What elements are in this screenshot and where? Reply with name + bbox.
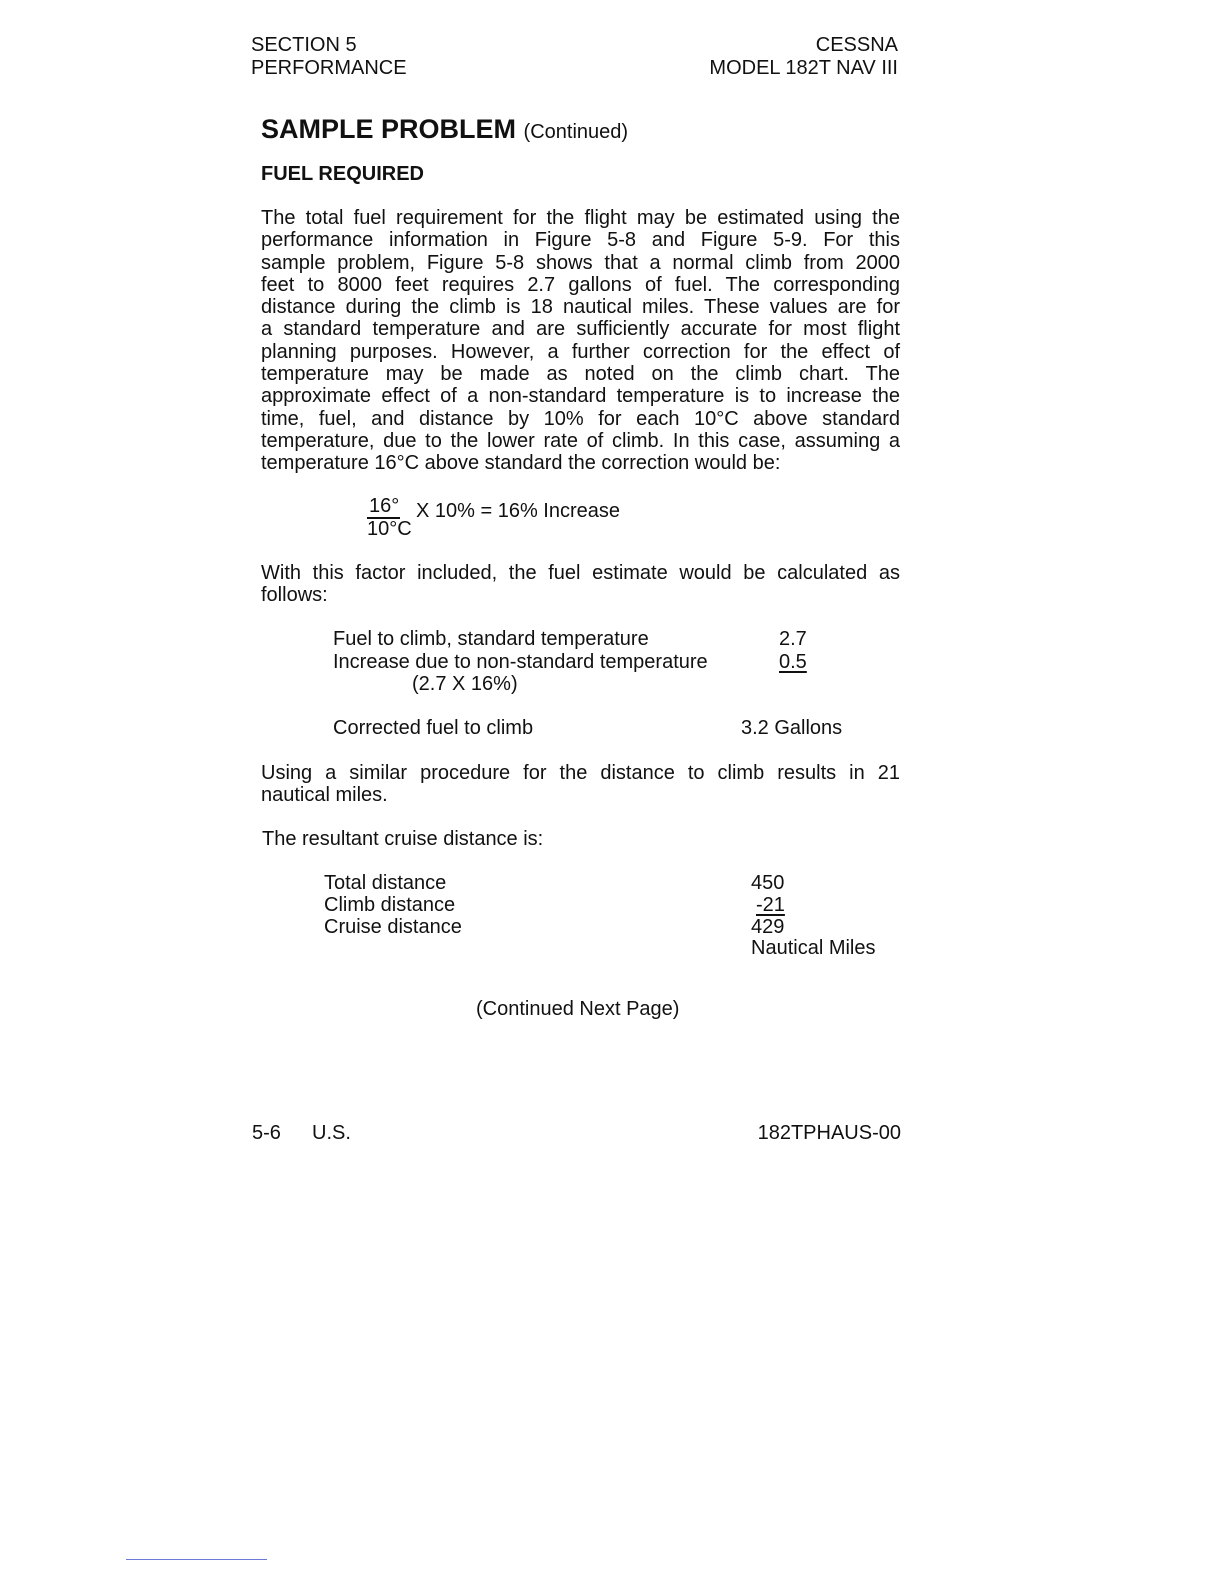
paragraph-line: Using a similar procedure for the distance to climb results in 21 [261, 762, 900, 784]
distance-row-label: Cruise distance [324, 916, 462, 938]
page-number: 5-6 [252, 1122, 281, 1144]
page-title [261, 114, 628, 145]
fuel-row-value: 2.7 [779, 628, 807, 650]
paragraph-distance [261, 762, 900, 807]
fuel-total-value: 3.2 Gallons [741, 717, 843, 739]
paragraph-line: With this factor included, the fuel estimate would be calculated as [261, 562, 900, 584]
fuel-total-label: Corrected fuel to climb [333, 717, 534, 739]
footer-rule [126, 1559, 267, 1560]
fuel-row-label: Increase due to non-standard temperature [333, 651, 708, 673]
paragraph-line: temperature 16°C above standard the correction would be: [261, 452, 781, 475]
paragraph-line: time, fuel, and distance by 10% for each 10°C above standard [261, 407, 900, 430]
distance-row-value: 450 [751, 872, 785, 894]
distance-row-label: Climb distance [324, 894, 456, 916]
formula-numerator: 16° [369, 495, 400, 517]
fuel-row-subnote: (2.7 X 16%) [412, 673, 518, 695]
model-name: MODEL 182T NAV III [709, 57, 898, 79]
section-name: PERFORMANCE [251, 57, 407, 79]
paragraph-factor [261, 562, 900, 607]
document-id: 182TPHAUS-00 [757, 1122, 901, 1144]
paragraph-line: temperature may be made as noted on the climb chart. The [261, 363, 900, 386]
paragraph-line: The total fuel requirement for the flight may be estimated using the [261, 207, 900, 229]
paragraph-line: performance information in Figure 5-8 and Figure 5-9. For this [261, 229, 900, 252]
section-label: SECTION 5 [251, 34, 357, 56]
paragraph-line: a standard temperature and are sufficiently accurate for most flight [261, 318, 900, 341]
formula-denominator: 10°C [367, 518, 412, 540]
paragraph-line: planning purposes. However, a further correction for the effect of [261, 340, 900, 363]
distance-row-value: 429 [751, 916, 785, 938]
paragraph-line: distance during the climb is 18 nautical miles. These values are for [261, 296, 900, 319]
paragraph-line: feet to 8000 feet requires 2.7 gallons of fuel. The corresponding [261, 273, 900, 296]
paragraph-fuel-intro [261, 207, 900, 475]
paragraph-line: approximate effect of a non-standard temperature is to increase the [261, 385, 900, 408]
page-title-main: SAMPLE PROBLEM [261, 114, 517, 144]
manufacturer: CESSNA [815, 34, 898, 56]
continued-note: (Continued Next Page) [476, 998, 680, 1020]
region-label: U.S. [312, 1122, 351, 1144]
paragraph-line: temperature, due to the lower rate of climb. In this case, assuming a [261, 429, 900, 452]
formula-result: X 10% = 16% Increase [416, 500, 621, 522]
paragraph-line: sample problem, Figure 5-8 shows that a normal climb from 2000 [261, 251, 900, 274]
distance-unit: Nautical Miles [751, 937, 876, 959]
distance-row-label: Total distance [324, 872, 447, 894]
fuel-row-value: 0.5 [779, 651, 807, 673]
paragraph-cruise-intro: The resultant cruise distance is: [262, 828, 544, 850]
fuel-row-label: Fuel to climb, standard temperature [333, 628, 649, 650]
distance-row-value: -21 [756, 894, 785, 916]
section-subheading: FUEL REQUIRED [261, 163, 424, 185]
paragraph-line: follows: [261, 584, 328, 607]
page-title-suffix: (Continued) [523, 121, 629, 143]
paragraph-line: nautical miles. [261, 784, 388, 807]
